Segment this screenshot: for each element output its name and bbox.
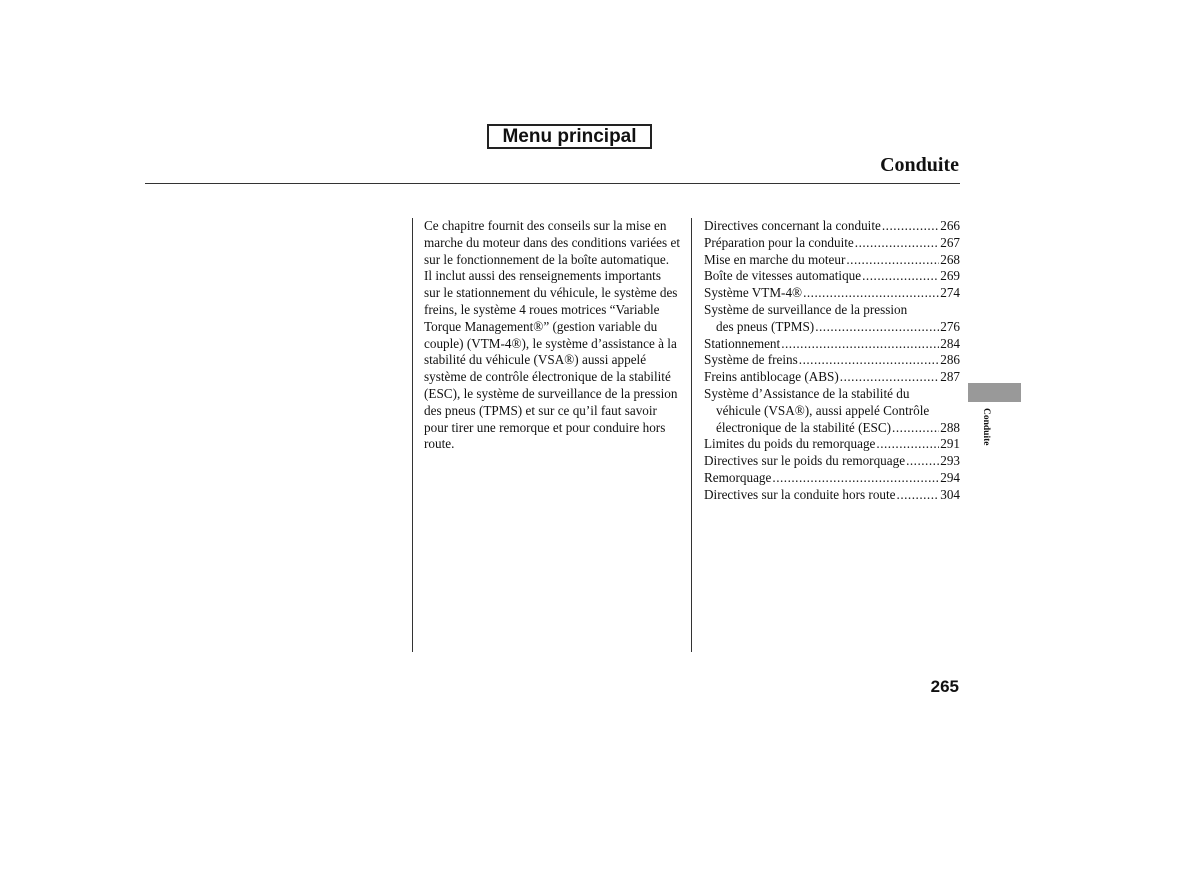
chapter-side-label: Conduite [981, 408, 991, 446]
toc-item-poids-remorquage[interactable]: Directives sur le poids du remorquage ..... 293 [704, 453, 960, 470]
toc-item-limites-remorquage[interactable]: Limites du poids du remorquage ..... 291 [704, 436, 960, 453]
toc-item-remorquage[interactable]: Remorquage ..... 294 [704, 470, 960, 487]
header-divider [145, 183, 960, 184]
toc-item-tpms[interactable]: Système de surveillance de la pression des pneus (TPMS) ..... 276 [704, 302, 960, 336]
page-number: 265 [930, 677, 959, 696]
main-menu-button[interactable]: Menu principal [487, 124, 652, 149]
chapter-tab[interactable] [968, 383, 1021, 402]
column-divider-left [412, 218, 413, 652]
toc-item-freins[interactable]: Système de freins ..... 286 [704, 352, 960, 369]
toc-item-directives-conduite[interactable]: Directives concernant la conduite ..... 266 [704, 218, 960, 235]
toc-item-mise-en-marche[interactable]: Mise en marche du moteur ..... 268 [704, 252, 960, 269]
intro-text-column [424, 218, 680, 453]
toc-item-abs[interactable]: Freins antiblocage (ABS) ..... 287 [704, 369, 960, 386]
toc-item-vtm4[interactable]: Système VTM-4® ..... 274 [704, 285, 960, 302]
toc-item-stationnement[interactable]: Stationnement ..... 284 [704, 336, 960, 353]
table-of-contents [704, 218, 960, 504]
toc-item-hors-route[interactable]: Directives sur la conduite hors route ..... 304 [704, 487, 960, 504]
toc-item-vsa[interactable]: Système d’Assistance de la stabilité du véhicule (VSA®), aussi appelé Contrôle électronique de la stabilité (ESC) ..... 288 [704, 386, 960, 436]
column-divider-right [691, 218, 692, 652]
intro-paragraph: Ce chapitre fournit des conseils sur la mise en marche du moteur dans des conditions variées et sur le fonctionnement de la boîte automatique. Il inclut aussi des renseignements importants sur le stationnement du véhicule, le système des freins, le système 4 roues motrices “Variable Torque Management®” (gestion variable du couple) (VTM-4®), le système d’assistance à la stabilité du véhicule (VSA®) aussi appelé système de contrôle électronique de la stabilité (ESC), le système de surveillance de la pression des pneus (TPMS) et sur ce qu’il faut savoir pour tirer une remorque et pour conduire hors route. [424, 218, 680, 452]
toc-item-boite-automatique[interactable]: Boîte de vitesses automatique ..... 269 [704, 268, 960, 285]
toc-item-preparation[interactable]: Préparation pour la conduite ..... 267 [704, 235, 960, 252]
section-title: Conduite [880, 154, 959, 176]
